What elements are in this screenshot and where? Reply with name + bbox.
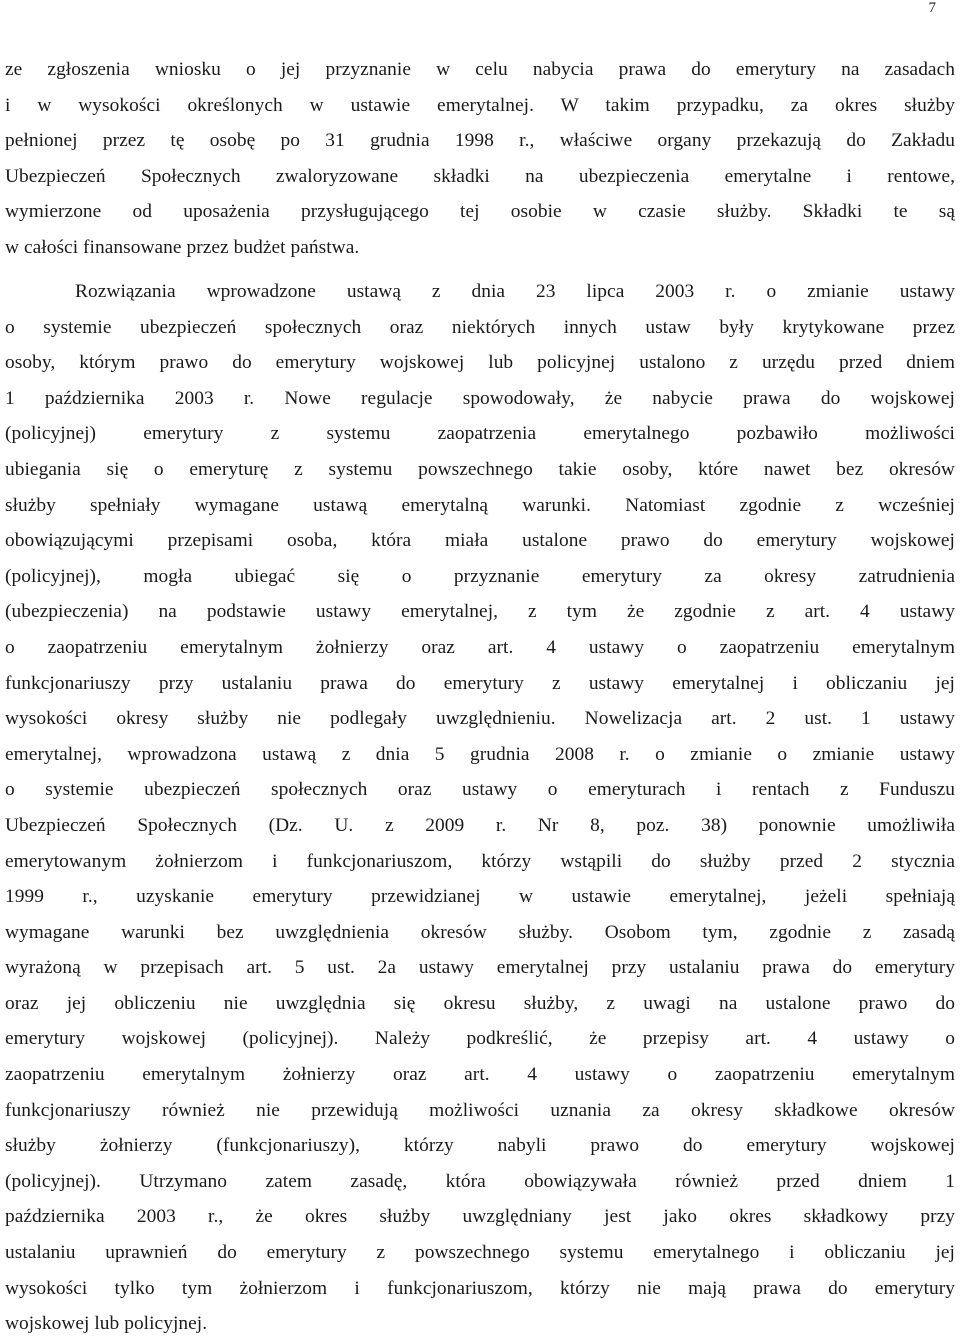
text-line: emerytowanym żołnierzom i funkcjonariuszom, którzy wstąpili do służby przed 2 stycznia (5, 850, 955, 872)
text-line: o zaopatrzeniu emerytalnym żołnierzy oraz art. 4 ustawy o zaopatrzeniu emerytalnym (5, 636, 955, 658)
text-line: wysokości okresy służby nie podlegały uwzględnieniu. Nowelizacja art. 2 ust. 1 ustawy (5, 708, 955, 730)
text-line: służby żołnierzy (funkcjonariuszy), którzy nabyli prawo do emerytury wojskowej (5, 1135, 955, 1157)
text-line: (ubezpieczenia) na podstawie ustawy emerytalnej, z tym że zgodnie z art. 4 ustawy (5, 601, 955, 623)
text-line: wyrażoną w przepisach art. 5 ust. 2a ustawy emerytalnej przy ustalaniu prawa do emerytury (5, 957, 955, 979)
page-number: 7 (928, 0, 936, 16)
text-line: Rozwiązania wprowadzone ustawą z dnia 23 lipca 2003 r. o zmianie ustawy (75, 281, 955, 302)
text-line: o systemie ubezpieczeń społecznych oraz niektórych innych ustaw były krytykowane przez (5, 316, 955, 338)
text-line: pełnionej przez tę osobę po 31 grudnia 1998 r., właściwe organy przekazują do Zakładu (5, 130, 955, 152)
text-line: wymagane warunki bez uwzględnienia okresów służby. Osobom tym, zgodnie z zasadą (5, 921, 955, 943)
paragraph-1 (5, 52, 955, 266)
text-line: ubiegania się o emeryturę z systemu powszechnego takie osoby, które nawet bez okresów (5, 458, 955, 480)
text-line: funkcjonariuszy również nie przewidują możliwości uznania za okresy składkowe okresów (5, 1099, 955, 1121)
text-line: zaopatrzeniu emerytalnym żołnierzy oraz art. 4 ustawy o zaopatrzeniu emerytalnym (5, 1064, 955, 1086)
text-line: wysokości tylko tym żołnierzom i funkcjonariuszom, którzy nie mają prawa do emerytury (5, 1277, 955, 1299)
text-line: oraz jej obliczeniu nie uwzględnia się okresu służby, z uwagi na ustalone prawo do (5, 992, 955, 1014)
text-line: (policyjnej) emerytury z systemu zaopatrzenia emerytalnego pozbawiło możliwości (5, 423, 955, 445)
text-line: października 2003 r., że okres służby uwzględniany jest jako okres składkowy przy (5, 1206, 955, 1228)
text-line: emerytury wojskowej (policyjnej). Należy podkreślić, że przepisy art. 4 ustawy o (5, 1028, 955, 1050)
text-line: ustalaniu uprawnień do emerytury z powszechnego systemu emerytalnego i obliczaniu jej (5, 1242, 955, 1264)
text-line: i w wysokości określonych w ustawie emerytalnej. W takim przypadku, za okres służby (5, 94, 955, 116)
text-line: w całości finansowane przez budżet państwa. (5, 236, 360, 258)
text-line: emerytalnej, wprowadzona ustawą z dnia 5 grudnia 2008 r. o zmianie o zmianie ustawy (5, 743, 955, 765)
text-line: 1999 r., uzyskanie emerytury przewidzianej w ustawie emerytalnej, jeżeli spełniają (5, 886, 955, 908)
text-line: o systemie ubezpieczeń społecznych oraz ustawy o emeryturach i rentach z Funduszu (5, 779, 955, 801)
text-line: osoby, którym prawo do emerytury wojskowej lub policyjnej ustalono z urzędu przed dniem (5, 352, 955, 374)
text-line: 1 października 2003 r. Nowe regulacje spowodowały, że nabycie prawa do wojskowej (5, 387, 955, 409)
paragraph-2 (5, 274, 955, 1342)
text-line: funkcjonariuszy przy ustalaniu prawa do emerytury z ustawy emerytalnej i obliczaniu jej (5, 672, 955, 694)
text-line: Ubezpieczeń Społecznych zwaloryzowane składki na ubezpieczenia emerytalne i rentowe, (5, 165, 955, 187)
text-line: Ubezpieczeń Społecznych (Dz. U. z 2009 r. Nr 8, poz. 38) ponownie umożliwiła (5, 814, 955, 836)
text-line: ze zgłoszenia wniosku o jej przyznanie w celu nabycia prawa do emerytury na zasadach (5, 59, 955, 80)
text-line: służby spełniały wymagane ustawą emerytalną warunki. Natomiast zgodnie z wcześniej (5, 494, 955, 516)
text-line: wymierzone od uposażenia przysługującego tej osobie w czasie służby. Składki te są (5, 201, 955, 223)
text-line: (policyjnej), mogła ubiegać się o przyznanie emerytury za okresy zatrudnienia (5, 565, 955, 587)
text-line: (policyjnej). Utrzymano zatem zasadę, która obowiązywała również przed dniem 1 (5, 1170, 955, 1192)
text-line: wojskowej lub policyjnej. (5, 1313, 208, 1335)
text-line: obowiązującymi przepisami osoba, która miała ustalone prawo do emerytury wojskowej (5, 530, 955, 552)
